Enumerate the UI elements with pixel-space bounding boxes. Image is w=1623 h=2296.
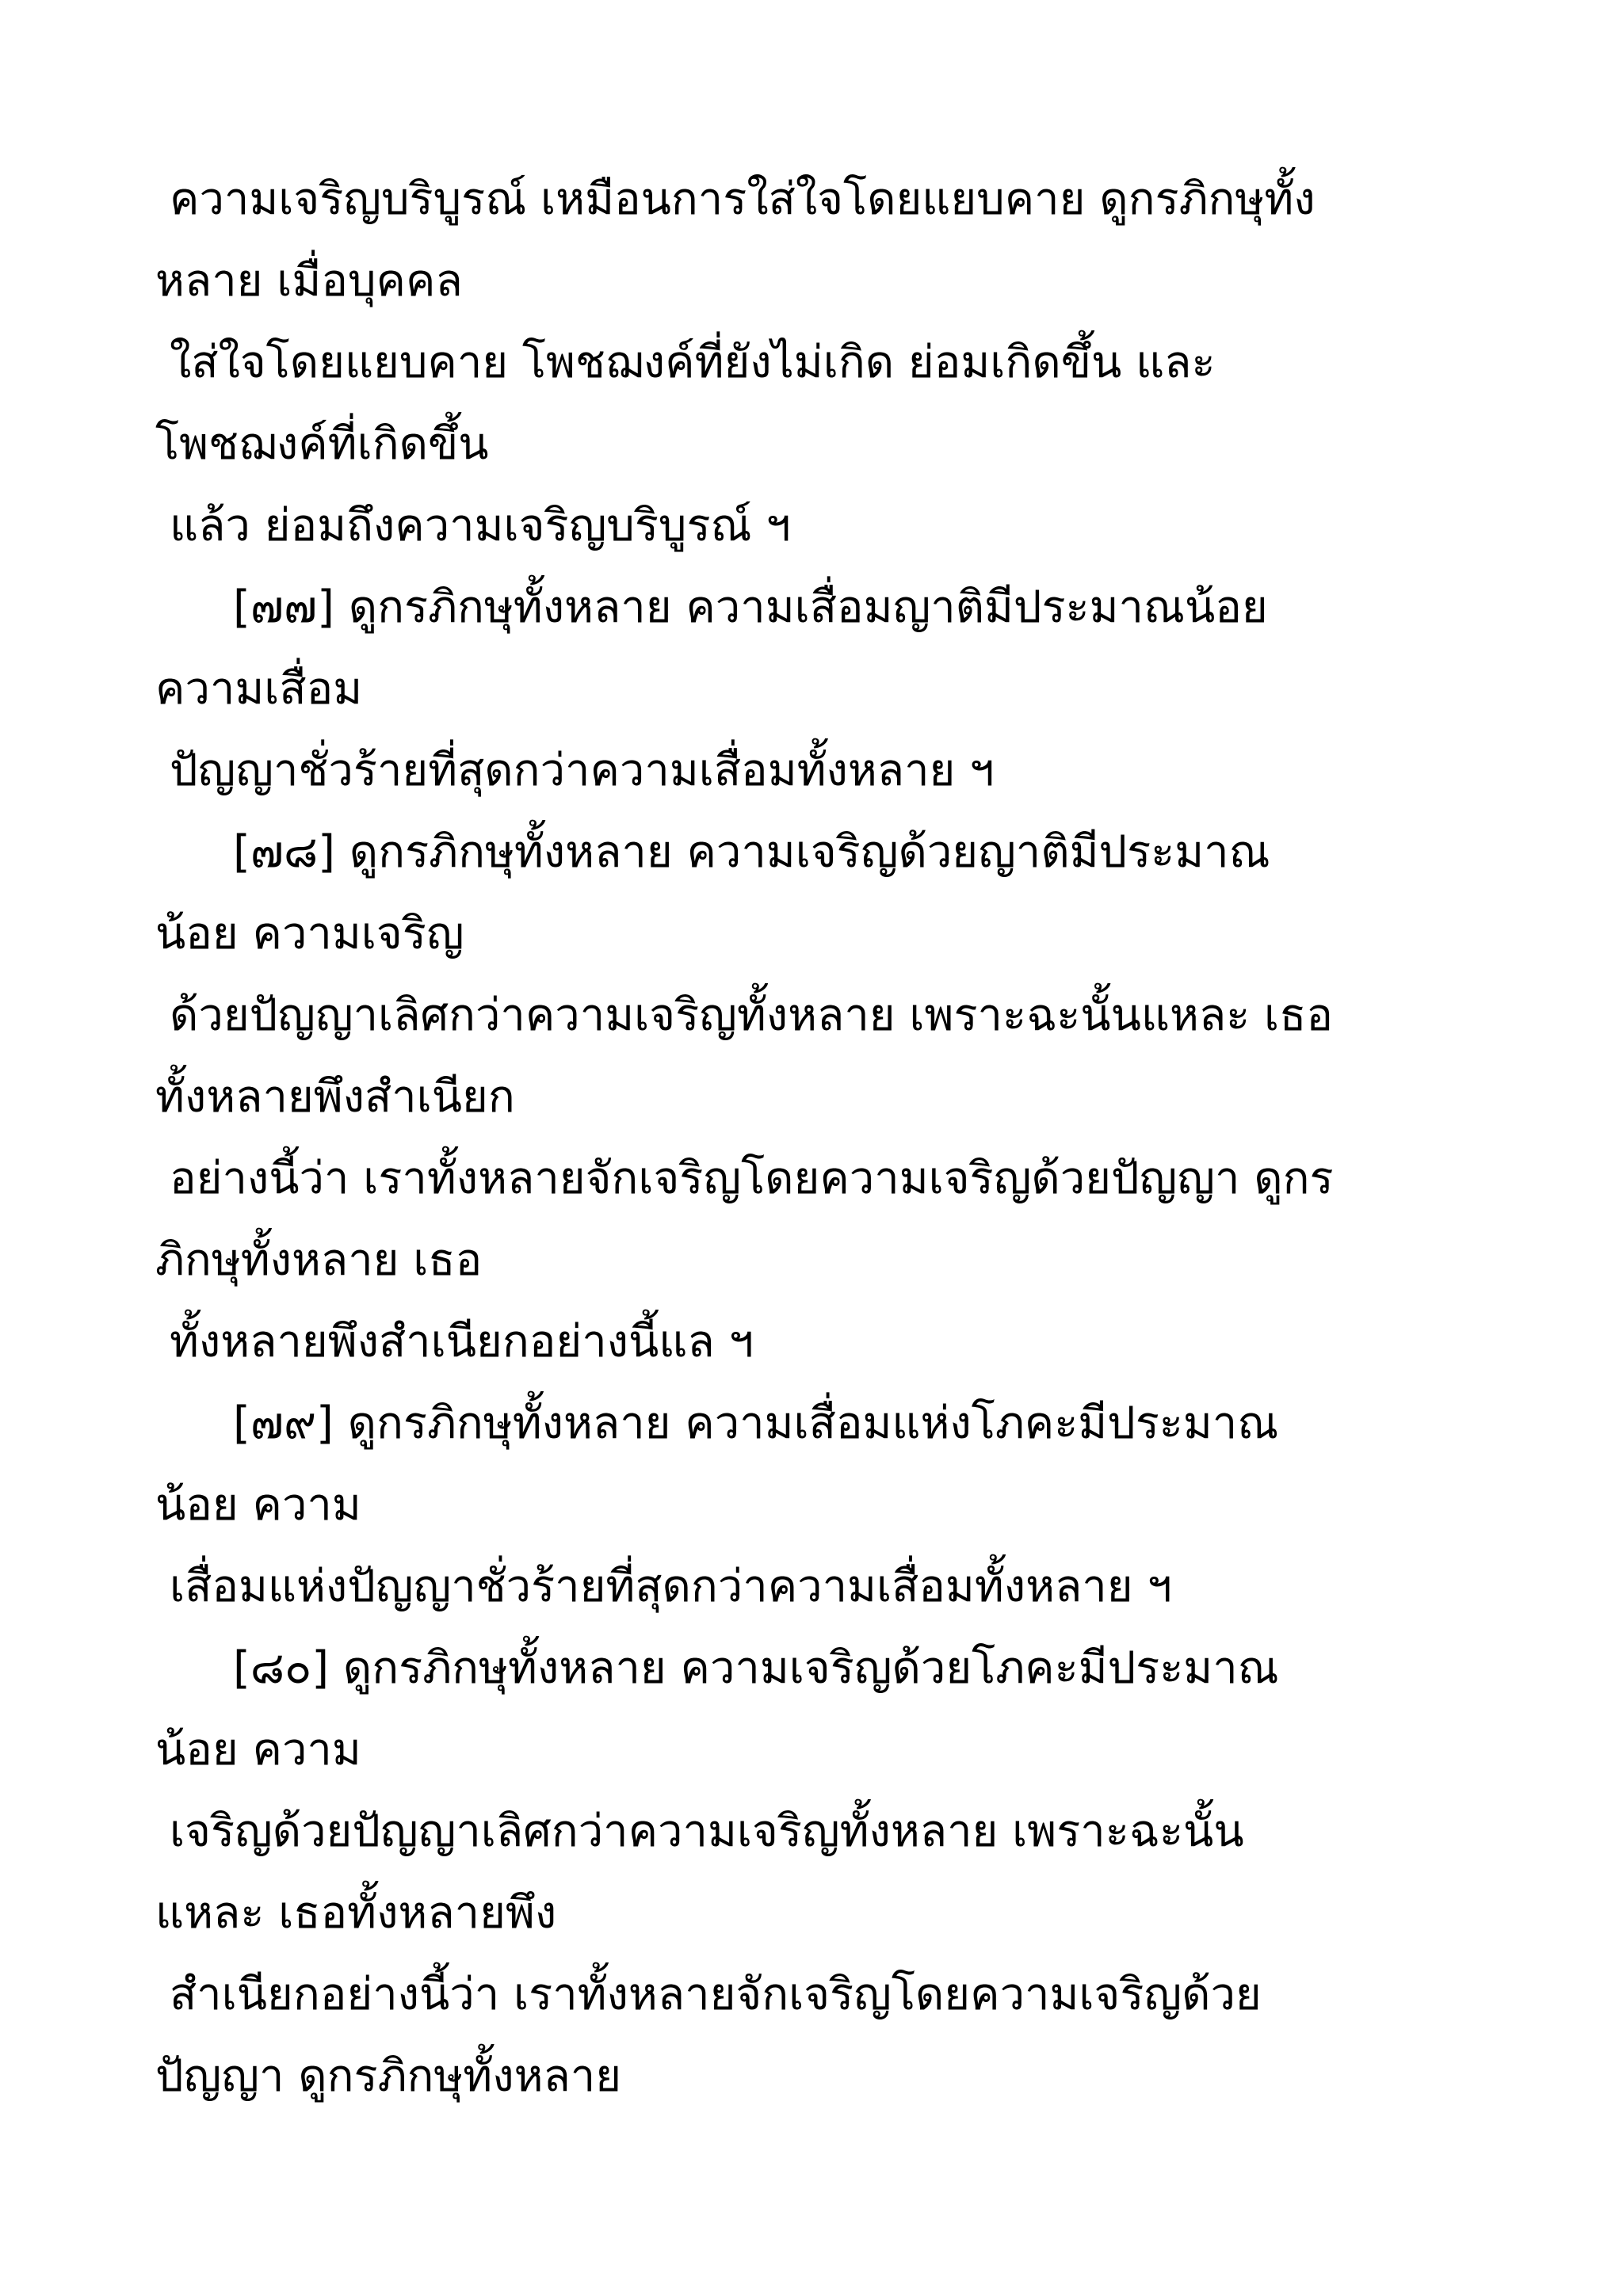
text-line: [๗๙] ดูกรภิกษุทั้งหลาย ความเสื่อมแห่งโภคะมีประมาณ <box>233 1398 1279 1449</box>
text-line: ปัญญาชั่วร้ายที่สุดกว่าความเสื่อมทั้งหลาย ฯ <box>170 745 995 796</box>
text-line: แหละ เธอทั้งหลายพึง <box>155 1887 557 1939</box>
text-line: เสื่อมแห่งปัญญาชั่วร้ายที่สุดกว่าความเสื่อมทั้งหลาย ฯ <box>170 1561 1172 1612</box>
text-line: [๗๗] ดูกรภิกษุทั้งหลาย ความเสื่อมญาติมีประมาณน้อย <box>233 582 1268 633</box>
text-line: ภิกษุทั้งหลาย เธอ <box>155 1234 483 1286</box>
text-line: หลาย เมื่อบุคคล <box>155 255 463 307</box>
text-line: สำเนียกอย่างนี้ว่า เราทั้งหลายจักเจริญโดยความเจริญด้วย <box>170 1969 1262 2020</box>
text-line: โพชฌงค์ที่เกิดขึ้น <box>155 418 489 470</box>
text-line: น้อย ความ <box>155 1479 361 1531</box>
text-line: แล้ว ย่อมถึงความเจริญบริบูรณ์ ฯ <box>170 500 791 551</box>
text-line: ปัญญา ดูกรภิกษุทั้งหลาย <box>155 2050 622 2102</box>
text-line: [๘๐] ดูกรภิกษุทั้งหลาย ความเจริญด้วยโภคะมีประมาณ <box>233 1642 1279 1694</box>
text-line: ความเจริญบริบูรณ์ เหมือนการใส่ใจโดยแยบคาย ดูกรภิกษุทั้ง <box>170 174 1316 225</box>
text-line: [๗๘] ดูกรภิกษุทั้งหลาย ความเจริญด้วยญาติมีประมาณ <box>233 826 1270 878</box>
text-line: ด้วยปัญญาเลิศกว่าความเจริญทั้งหลาย เพราะฉะนั้นแหละ เธอ <box>170 990 1334 1041</box>
text-line: ความเสื่อม <box>155 663 363 715</box>
text-line: น้อย ความเจริญ <box>155 908 464 959</box>
text-line: ทั้งหลายพึงสำเนียก <box>155 1071 515 1123</box>
text-line: ทั้งหลายพึงสำเนียกอย่างนี้แล ฯ <box>170 1316 754 1367</box>
text-line: อย่างนี้ว่า เราทั้งหลายจักเจริญโดยความเจริญด้วยปัญญา ดูกร <box>170 1153 1334 1204</box>
text-line: เจริญด้วยปัญญาเลิศกว่าความเจริญทั้งหลาย เพราะฉะนั้น <box>170 1806 1244 1857</box>
text-line: ใส่ใจโดยแยบคาย โพชฌงค์ที่ยังไม่เกิด ย่อมเกิดขึ้น และ <box>170 337 1216 388</box>
text-line: น้อย ความ <box>155 1724 361 1775</box>
